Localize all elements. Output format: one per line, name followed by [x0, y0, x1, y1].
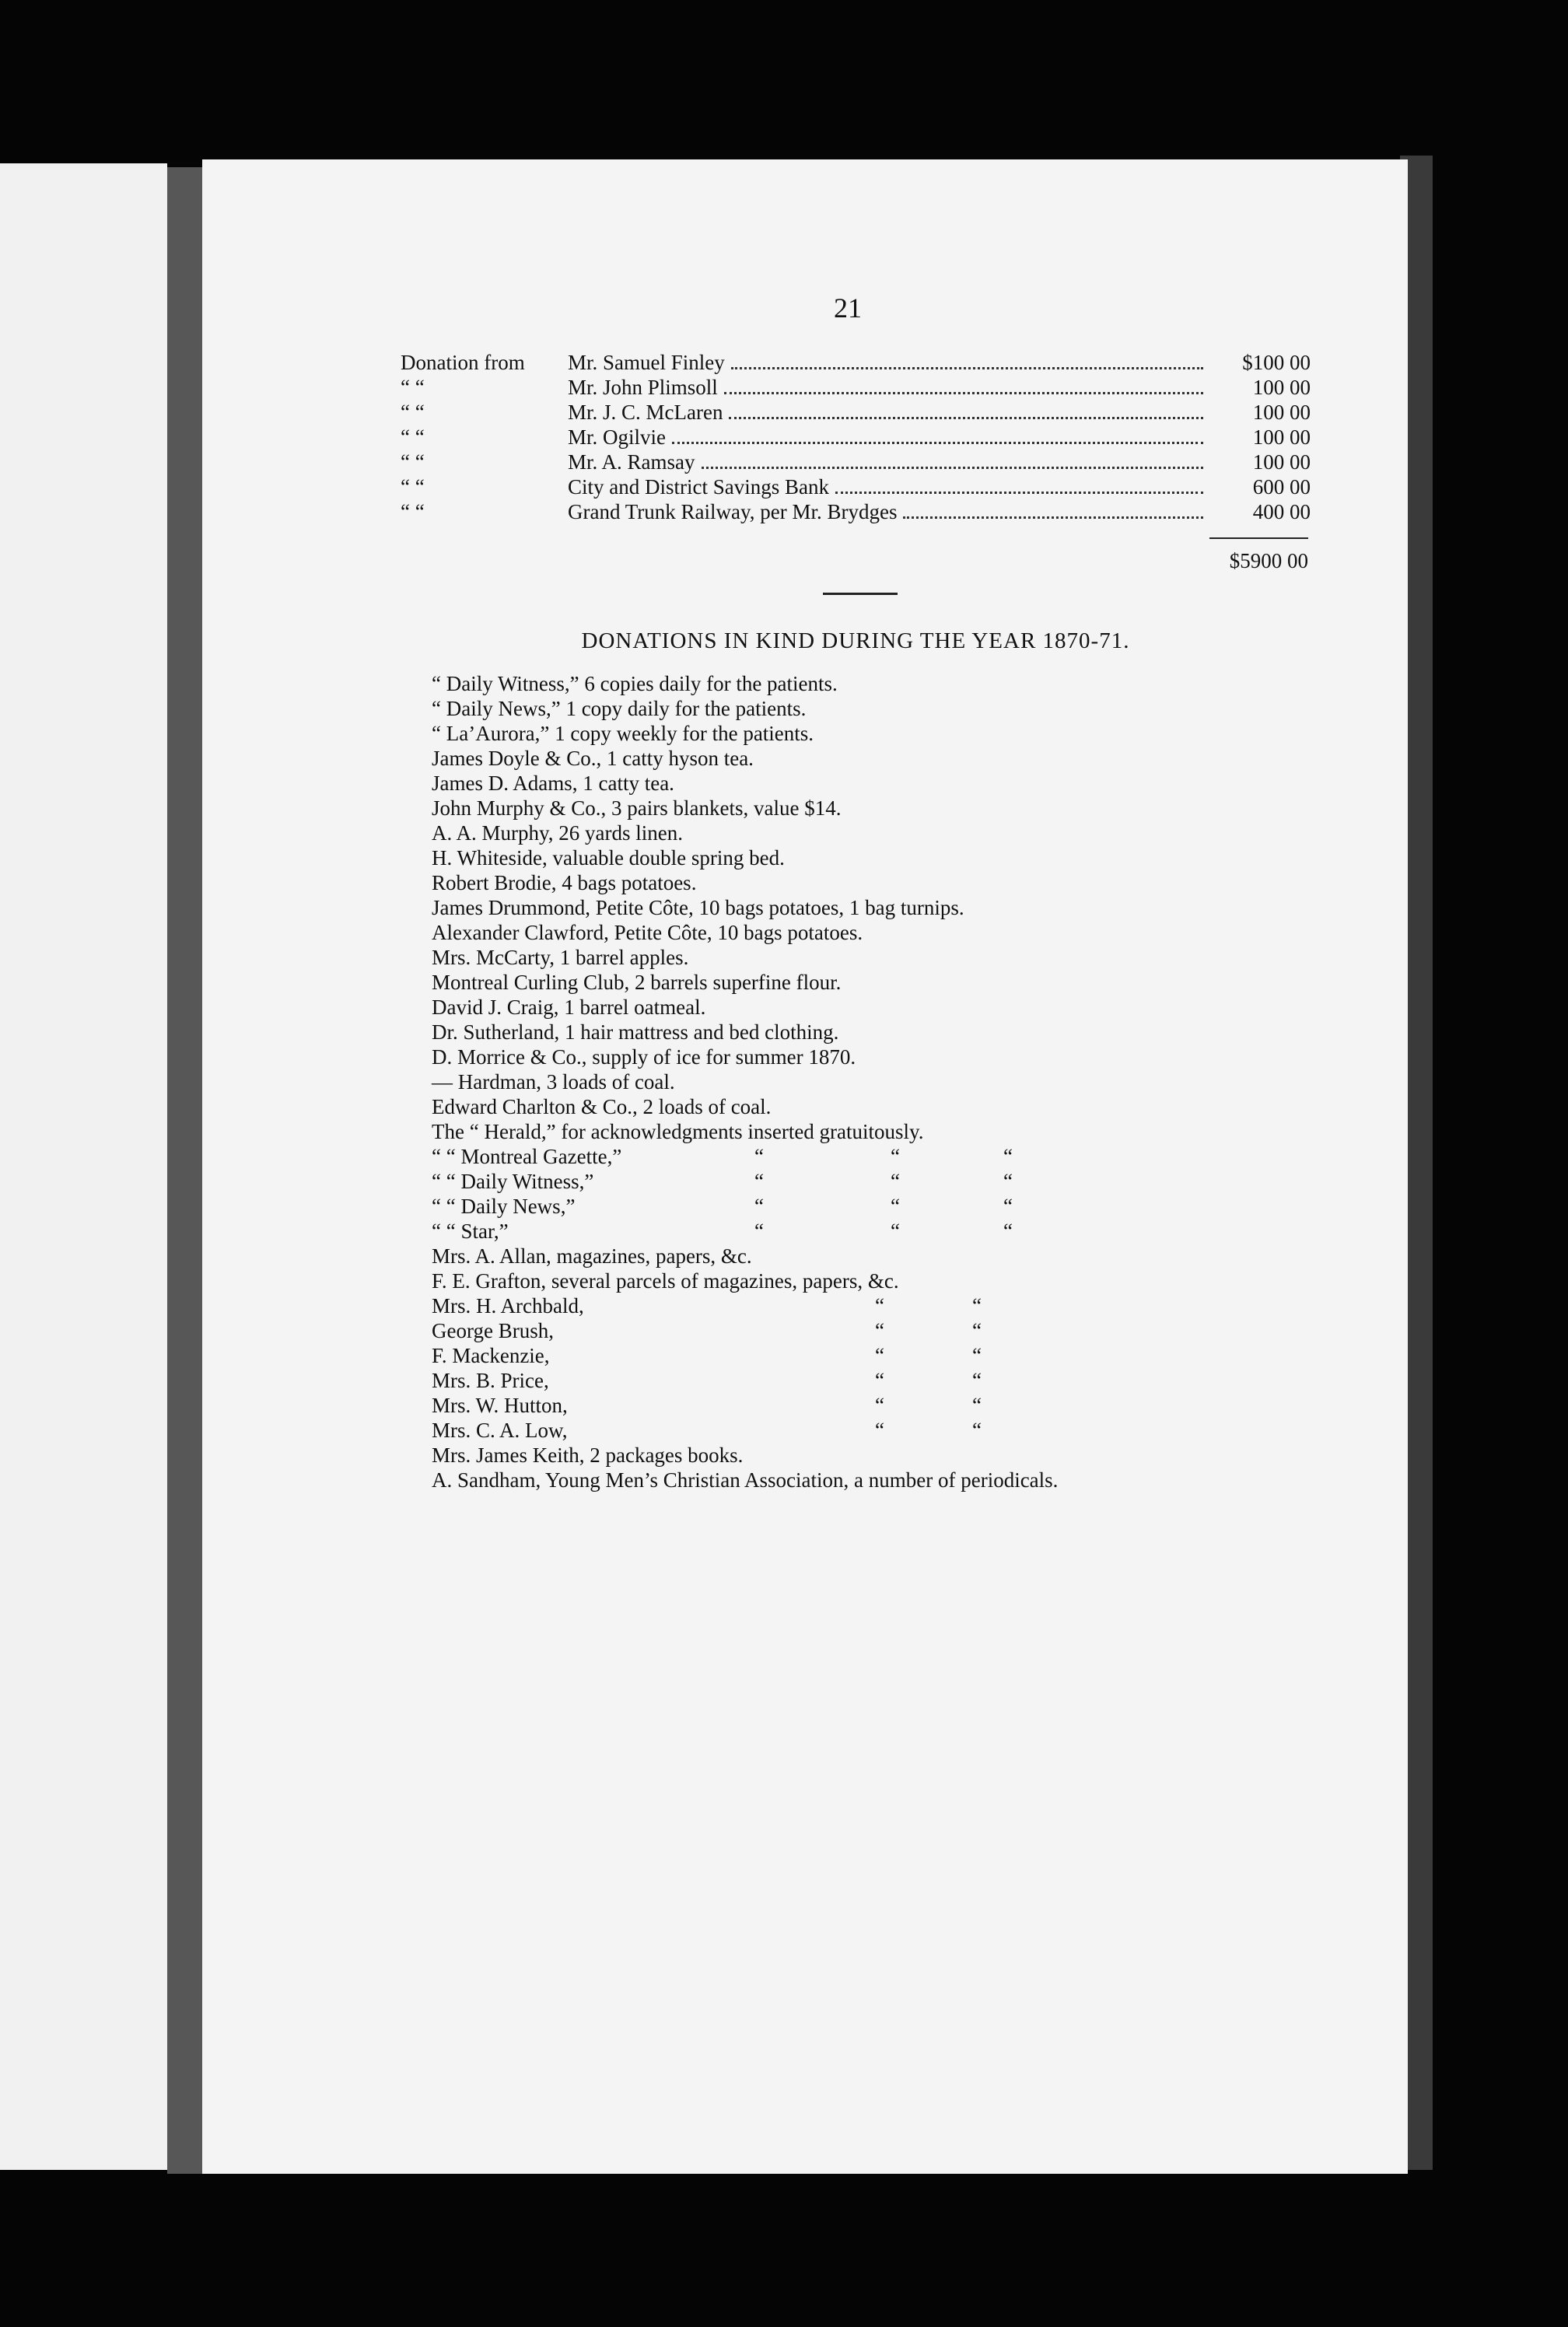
ditto-mark: “ [754, 1145, 764, 1168]
kind-item [432, 945, 1349, 970]
kind-item-text: “ Daily News,” 1 copy daily for the patients. [432, 697, 807, 720]
kind-item-text: Mrs. A. Allan, magazines, papers, &c. [432, 1244, 752, 1268]
donation-list [401, 350, 1311, 524]
kind-item [432, 1020, 1349, 1045]
donation-row [401, 499, 1311, 524]
donation-row [401, 375, 1311, 400]
dot-leader [835, 492, 1203, 494]
ditto-mark: “ [972, 1319, 982, 1342]
donation-amount: 100 00 [1252, 450, 1311, 474]
donation-amount: $100 00 [1242, 351, 1311, 374]
donation-prefix: Donation from [401, 351, 525, 374]
kind-item [432, 1194, 1349, 1219]
donation-prefix: “ “ [401, 475, 425, 499]
kind-item-text: “ Daily Witness,” 6 copies daily for the patients. [432, 672, 838, 695]
ditto-mark: “ [972, 1419, 982, 1442]
ditto-mark: “ [754, 1219, 764, 1243]
ditto-mark: “ [972, 1344, 982, 1367]
section-divider [823, 593, 898, 595]
kind-item-text: “ La’Aurora,” 1 copy weekly for the patients. [432, 722, 814, 745]
donor-name: Mr. John Plimsoll [568, 376, 718, 399]
facing-page [0, 163, 167, 2170]
donation-row [401, 474, 1311, 499]
ditto-mark: “ [875, 1419, 884, 1442]
donation-prefix: “ “ [401, 450, 425, 474]
kind-item [432, 1119, 1349, 1144]
donation-row [401, 450, 1311, 474]
kind-item [432, 1244, 1349, 1268]
ditto-mark: “ [1003, 1219, 1013, 1243]
kind-item-text: James Drummond, Petite Côte, 10 bags potatoes, 1 bag turnips. [432, 896, 964, 919]
kind-item-text: James Doyle & Co., 1 catty hyson tea. [432, 747, 754, 770]
donation-row [401, 425, 1311, 450]
kind-item [432, 796, 1349, 821]
kind-item [432, 1169, 1349, 1194]
donations-in-kind-list [432, 671, 1349, 1492]
kind-item [432, 671, 1349, 696]
kind-item [432, 1418, 1349, 1443]
ditto-mark: “ [972, 1394, 982, 1417]
ditto-mark: “ [1003, 1145, 1013, 1168]
kind-item-text: “ “ Daily News,” [432, 1195, 576, 1218]
kind-item-text: John Murphy & Co., 3 pairs blankets, value $14. [432, 796, 842, 820]
kind-item-text: A. A. Murphy, 26 yards linen. [432, 821, 683, 845]
ditto-mark: “ [754, 1195, 764, 1218]
kind-item [432, 821, 1349, 845]
kind-item [432, 1443, 1349, 1468]
ditto-mark: “ [875, 1319, 884, 1342]
kind-item-text: Mrs. C. A. Low, [432, 1419, 568, 1442]
ditto-mark: “ [754, 1170, 764, 1193]
ditto-mark: “ [1003, 1195, 1013, 1218]
kind-item [432, 1318, 1349, 1343]
ditto-mark: “ [972, 1369, 982, 1392]
kind-item-text: F. E. Grafton, several parcels of magazines, papers, &c. [432, 1269, 899, 1293]
kind-item [432, 1069, 1349, 1094]
kind-item [432, 1343, 1349, 1368]
ditto-mark: “ [891, 1219, 900, 1243]
ditto-mark: “ [891, 1145, 900, 1168]
donor-name: Mr. Samuel Finley [568, 351, 725, 374]
kind-item-text: A. Sandham, Young Men’s Christian Association, a number of periodicals. [432, 1468, 1059, 1492]
donor-name: Mr. J. C. McLaren [568, 401, 723, 424]
kind-item [432, 696, 1349, 721]
kind-item-text: Montreal Curling Club, 2 barrels superfine flour. [432, 971, 842, 994]
kind-item [432, 1045, 1349, 1069]
kind-item [432, 1144, 1349, 1169]
kind-item-text: Alexander Clawford, Petite Côte, 10 bags potatoes. [432, 921, 863, 944]
kind-item-text: D. Morrice & Co., supply of ice for summer 1870. [432, 1045, 856, 1069]
donor-name: City and District Savings Bank [568, 475, 829, 499]
ditto-mark: “ [891, 1195, 900, 1218]
kind-item-text: James D. Adams, 1 catty tea. [432, 772, 674, 795]
kind-item [432, 870, 1349, 895]
page-number: 21 [834, 292, 862, 324]
kind-item [432, 970, 1349, 995]
donation-amount: 100 00 [1252, 401, 1311, 424]
kind-item-text: H. Whiteside, valuable double spring bed. [432, 846, 785, 870]
kind-item [432, 1468, 1349, 1492]
kind-item-text: David J. Craig, 1 barrel oatmeal. [432, 996, 706, 1019]
dot-leader [702, 467, 1203, 469]
kind-item [432, 746, 1349, 771]
donation-prefix: “ “ [401, 425, 425, 449]
ditto-mark: “ [875, 1294, 884, 1317]
kind-item-text: “ “ Star,” [432, 1219, 509, 1243]
donation-prefix: “ “ [401, 376, 425, 399]
donor-name: Mr. A. Ramsay [568, 450, 695, 474]
kind-item-text: Mrs. B. Price, [432, 1369, 549, 1392]
kind-item [432, 845, 1349, 870]
dot-leader [731, 367, 1203, 369]
kind-item-text: Mrs. James Keith, 2 packages books. [432, 1443, 744, 1467]
donation-amount: 100 00 [1252, 425, 1311, 449]
donation-amount: 400 00 [1252, 500, 1311, 523]
kind-item [432, 1293, 1349, 1318]
kind-item [432, 920, 1349, 945]
donor-name: Mr. Ogilvie [568, 425, 666, 449]
donation-amount: 100 00 [1252, 376, 1311, 399]
kind-item [432, 995, 1349, 1020]
donation-total: $5900 00 [1229, 549, 1308, 572]
kind-item [432, 721, 1349, 746]
donation-amount: 600 00 [1252, 475, 1311, 499]
section-title: DONATIONS IN KIND DURING THE YEAR 1870-71. [581, 628, 1130, 653]
kind-item [432, 1268, 1349, 1293]
kind-item-text: George Brush, [432, 1319, 554, 1342]
dot-leader [672, 442, 1203, 444]
kind-item-text: Edward Charlton & Co., 2 loads of coal. [432, 1095, 772, 1118]
ditto-mark: “ [875, 1369, 884, 1392]
kind-item [432, 1094, 1349, 1119]
dot-leader [729, 417, 1203, 419]
kind-item [432, 1368, 1349, 1393]
kind-item-text: F. Mackenzie, [432, 1344, 550, 1367]
donation-prefix: “ “ [401, 401, 425, 424]
kind-item-text: Mrs. McCarty, 1 barrel apples. [432, 946, 689, 969]
ditto-mark: “ [875, 1344, 884, 1367]
donor-name: Grand Trunk Railway, per Mr. Brydges [568, 500, 898, 523]
ditto-mark: “ [891, 1170, 900, 1193]
kind-item-text: The “ Herald,” for acknowledgments inserted gratuitously. [432, 1120, 924, 1143]
kind-item [432, 771, 1349, 796]
kind-item [432, 1219, 1349, 1244]
donation-row [401, 400, 1311, 425]
ditto-mark: “ [875, 1394, 884, 1417]
kind-item-text: Robert Brodie, 4 bags potatoes. [432, 871, 697, 894]
kind-item-text: — Hardman, 3 loads of coal. [432, 1070, 675, 1094]
total-rule [1209, 537, 1308, 539]
kind-item-text: “ “ Montreal Gazette,” [432, 1145, 622, 1168]
kind-item-text: “ “ Daily Witness,” [432, 1170, 594, 1193]
kind-item [432, 1393, 1349, 1418]
ditto-mark: “ [1003, 1170, 1013, 1193]
donation-prefix: “ “ [401, 500, 425, 523]
kind-item [432, 895, 1349, 920]
kind-item-text: Dr. Sutherland, 1 hair mattress and bed clothing. [432, 1020, 839, 1044]
donation-row [401, 350, 1311, 375]
kind-item-text: Mrs. W. Hutton, [432, 1394, 568, 1417]
facing-page-gutter [167, 167, 202, 2174]
kind-item-text: Mrs. H. Archbald, [432, 1294, 584, 1317]
ditto-mark: “ [972, 1294, 982, 1317]
dot-leader [903, 516, 1203, 519]
dot-leader [724, 392, 1203, 394]
